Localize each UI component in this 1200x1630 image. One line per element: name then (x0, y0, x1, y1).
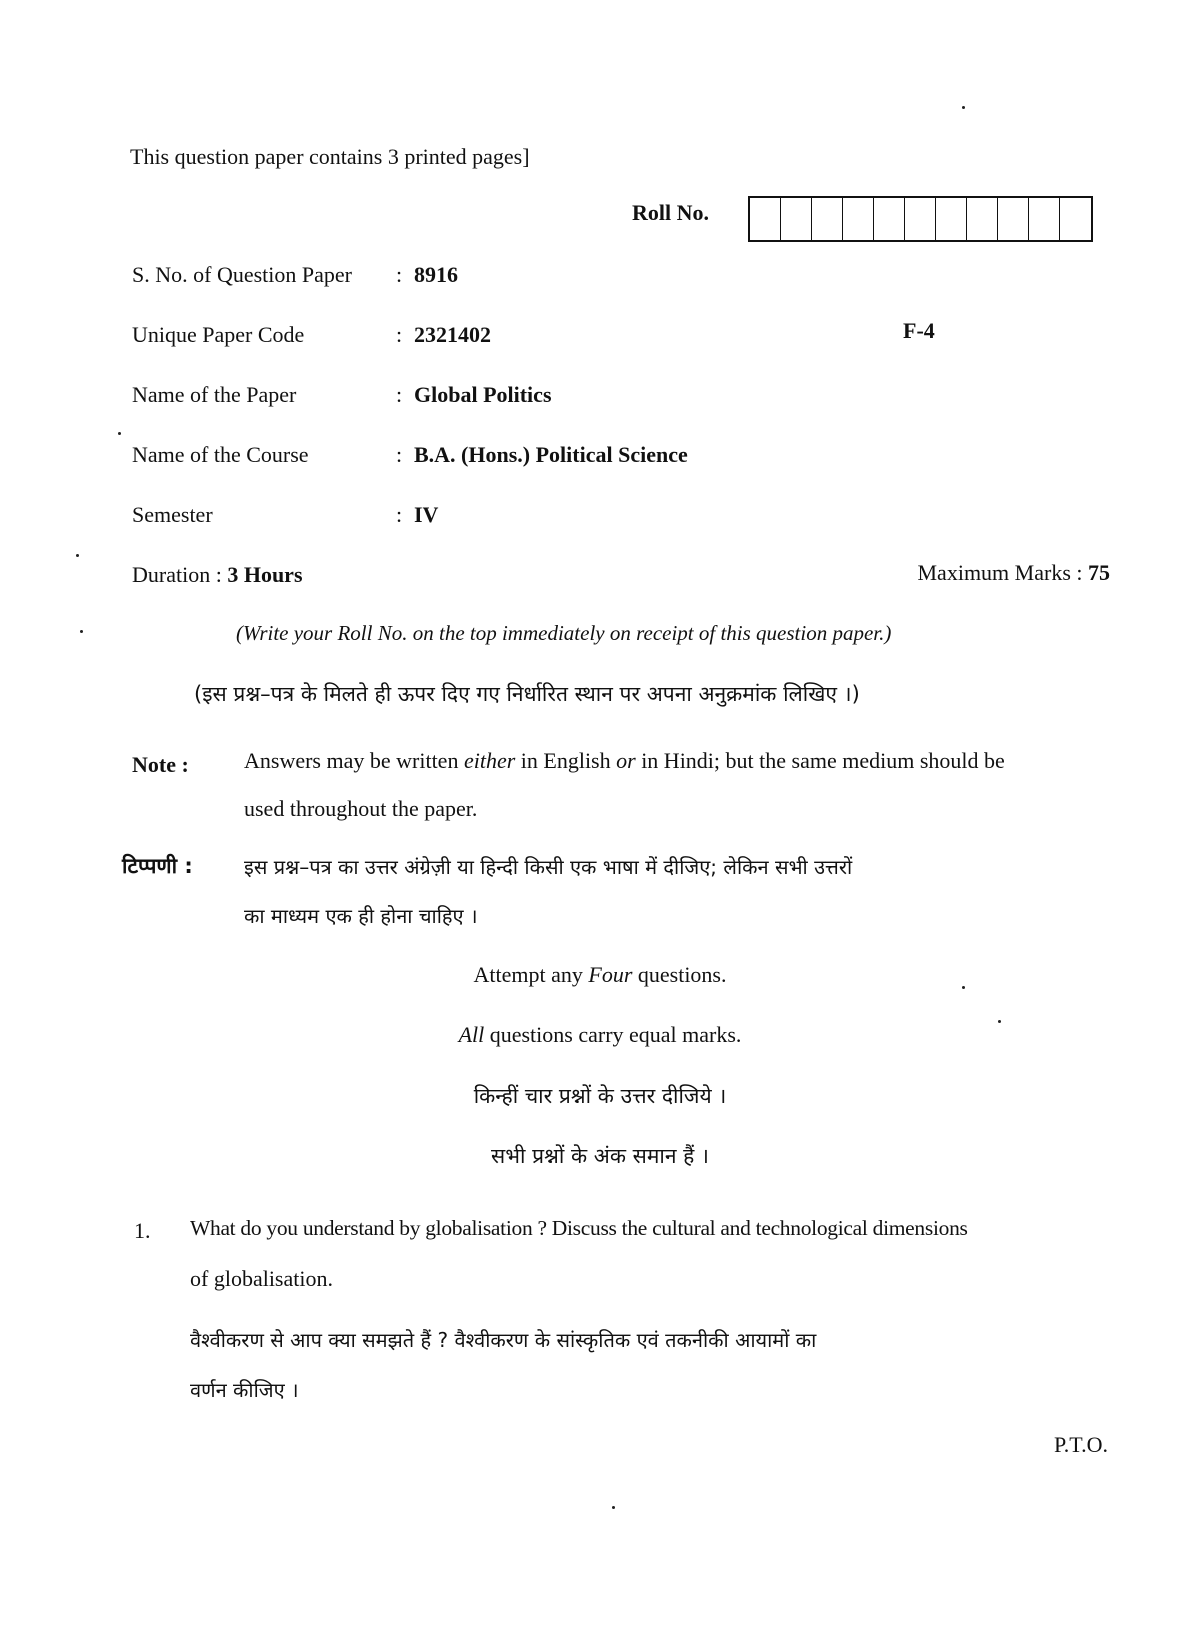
note-part-emphasis: or (616, 748, 636, 773)
meta-colon: : (396, 442, 403, 467)
meta-value: IV (414, 502, 439, 527)
duration (132, 562, 303, 588)
speckle (998, 1020, 1001, 1023)
roll-no-digit-box[interactable] (781, 198, 812, 240)
roll-no-boxes[interactable] (748, 196, 1093, 242)
question-text-english-line2: of globalisation. (190, 1266, 333, 1291)
note-text-line2: used throughout the paper. (244, 796, 478, 821)
tippani-label: टिप्पणी : (122, 854, 193, 878)
note-part-emphasis: either (463, 748, 516, 773)
roll-no-digit-box[interactable] (998, 198, 1029, 240)
tippani-line2: का माध्यम एक ही होना चाहिए । (244, 904, 478, 928)
roll-no-digit-box[interactable] (1060, 198, 1091, 240)
meta-label: Semester (132, 502, 213, 527)
speckle (80, 630, 83, 633)
equal-post: questions carry equal marks. (484, 1022, 742, 1047)
attempt-instruction (0, 962, 1200, 988)
roll-no-digit-box[interactable] (874, 198, 905, 240)
speckle (612, 1506, 615, 1509)
meta-value: Global Politics (414, 382, 552, 407)
speckle (118, 432, 121, 435)
speckle (962, 986, 965, 989)
roll-instruction-english: (Write your Roll No. on the top immediately on receipt of this question paper.) (236, 621, 892, 645)
equal-emphasis: All (458, 1022, 485, 1047)
set-code: F-4 (903, 318, 935, 343)
maximum-marks (918, 560, 1111, 586)
note-label: Note : (132, 752, 189, 777)
meta-colon: : (396, 262, 403, 287)
roll-no-digit-box[interactable] (812, 198, 843, 240)
meta-label: Name of the Course (132, 442, 309, 467)
question-number: 1. (134, 1218, 151, 1243)
note-part: in English (515, 748, 617, 773)
meta-label: S. No. of Question Paper (132, 262, 352, 287)
meta-value: 8916 (414, 262, 458, 287)
roll-no-label: Roll No. (632, 200, 709, 225)
max-marks-label: Maximum Marks : (917, 560, 1083, 585)
question-text-hindi-line2: वर्णन कीजिए । (190, 1378, 299, 1402)
attempt-post: questions. (632, 962, 727, 987)
duration-label: Duration : (132, 562, 222, 587)
question-text-english-line1: What do you understand by globalisation ? Discuss the cultural and technological dimensions (190, 1216, 968, 1240)
meta-colon: : (396, 382, 403, 407)
meta-label: Unique Paper Code (132, 322, 305, 347)
page-turn-over: P.T.O. (1054, 1432, 1108, 1457)
meta-colon: : (396, 322, 403, 347)
equal-marks-instruction-hindi: सभी प्रश्नों के अंक समान हैं । (491, 1144, 709, 1168)
tippani-line1: इस प्रश्न–पत्र का उत्तर अंग्रेज़ी या हिन्दी किसी एक भाषा में दीजिए; लेकिन सभी उत्तरों (244, 855, 853, 879)
roll-no-digit-box[interactable] (750, 198, 781, 240)
equal-marks-instruction (0, 1022, 1200, 1048)
meta-value: 2321402 (414, 322, 491, 347)
meta-value: B.A. (Hons.) Political Science (414, 442, 688, 467)
roll-no-digit-box[interactable] (936, 198, 967, 240)
printed-pages-note: This question paper contains 3 printed pages] (130, 144, 530, 169)
note-part: Answers may be written (244, 748, 464, 773)
attempt-emphasis: Four (588, 962, 633, 987)
roll-no-digit-box[interactable] (1029, 198, 1060, 240)
speckle (962, 106, 965, 109)
roll-instruction-hindi: (इस प्रश्न–पत्र के मिलते ही ऊपर दिए गए निर्धारित स्थान पर अपना अनुक्रमांक लिखिए ।) (194, 682, 860, 706)
question-text-hindi-line1: वैश्वीकरण से आप क्या समझते हैं ? वैश्वीकरण के सांस्कृतिक एवं तकनीकी आयामों का (190, 1328, 817, 1352)
duration-value: 3 Hours (227, 562, 303, 587)
max-marks-value: 75 (1088, 560, 1110, 585)
speckle (76, 554, 79, 557)
meta-label: Name of the Paper (132, 382, 297, 407)
roll-no-digit-box[interactable] (905, 198, 936, 240)
attempt-pre: Attempt any (473, 962, 589, 987)
roll-no-digit-box[interactable] (843, 198, 874, 240)
meta-colon: : (396, 502, 403, 527)
note-part: in Hindi; but the same medium should be (635, 748, 1005, 773)
note-text-line1 (244, 748, 1005, 774)
attempt-instruction-hindi: किन्हीं चार प्रश्नों के उत्तर दीजिये । (473, 1084, 727, 1108)
roll-no-digit-box[interactable] (967, 198, 998, 240)
